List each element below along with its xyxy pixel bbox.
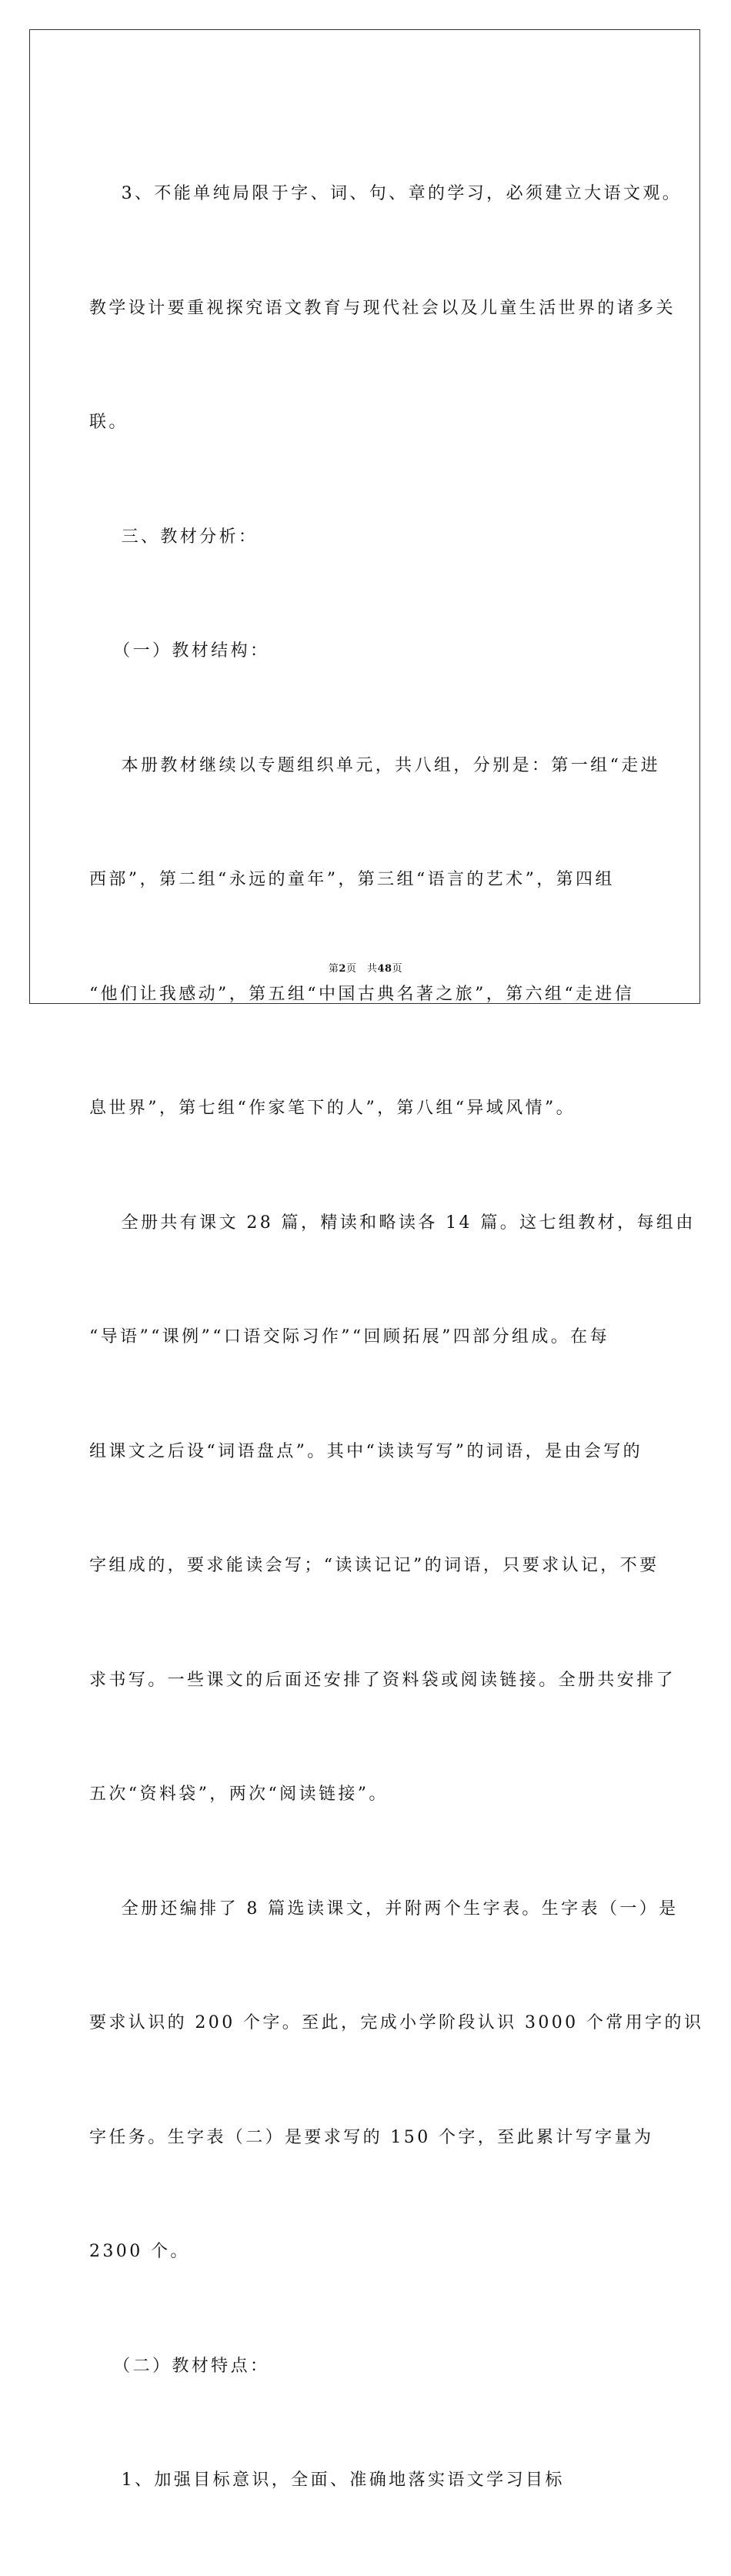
text-line: 求书写。一些课文的后面还安排了资料袋或阅读链接。全册共安排了 xyxy=(89,1670,676,1690)
page-current: 2 xyxy=(339,963,346,975)
text-line: 字组成的，要求能读会写；“读读记记”的词语，只要求认记，不要 xyxy=(89,1556,659,1575)
document-body xyxy=(89,99,704,2576)
subsection-heading: （二）教材特点： xyxy=(89,2356,270,2376)
text-line: 字任务。生字表（二）是要求写的 150 个字，至此累计写字量为 xyxy=(89,2127,654,2147)
page-mid: 页 共 xyxy=(345,963,378,975)
text-line: 全册共有课文 28 篇，精读和略读各 14 篇。这七组教材，每组由 xyxy=(89,1213,696,1233)
page-footer xyxy=(0,960,731,975)
text-line: 西部”，第二组“永远的童年”，第三组“语言的艺术”，第四组 xyxy=(89,870,615,889)
paragraph-lines xyxy=(89,99,704,2576)
page-prefix: 第 xyxy=(328,963,339,975)
text-line: 2300 个。 xyxy=(89,2242,190,2261)
text-line: 全册还编排了 8 篇选读课文，并附两个生字表。生字表（一）是 xyxy=(89,1899,679,1919)
text-line: 要求认识的 200 个字。至此，完成小学阶段认识 3000 个常用字的识 xyxy=(89,2013,704,2032)
text-line: 本册教材继续以专题组织单元，共八组，分别是：第一组“走进 xyxy=(89,755,661,775)
text-line: “他们让我感动”，第五组“中国古典名著之旅”，第六组“走进信 xyxy=(89,984,635,1004)
text-line: 组课文之后设“词语盘点”。其中“读读写写”的词语，是由会写的 xyxy=(89,1441,643,1461)
text-line: 五次“资料袋”，两次“阅读链接”。 xyxy=(89,1785,389,1804)
text-line: “导语”“课例”“口语交际习作”“回顾拓展”四部分组成。在每 xyxy=(89,1327,609,1347)
page-suffix: 页 xyxy=(392,963,403,975)
text-line: 联。 xyxy=(89,413,129,432)
text-line: 3、不能单纯局限于字、词、句、章的学习，必须建立大语文观。 xyxy=(89,184,683,203)
text-line: 息世界”，第七组“作家笔下的人”，第八组“异域风情”。 xyxy=(89,1099,576,1118)
page-total: 48 xyxy=(377,963,392,975)
text-line: 1、加强目标意识，全面、准确地落实语文学习目标 xyxy=(89,2471,565,2490)
subsection-heading: （一）教材结构： xyxy=(89,641,270,661)
section-heading: 三、教材分析： xyxy=(89,527,259,547)
text-line: 教学设计要重视探究语文教育与现代社会以及儿童生活世界的诸多关 xyxy=(89,298,676,318)
